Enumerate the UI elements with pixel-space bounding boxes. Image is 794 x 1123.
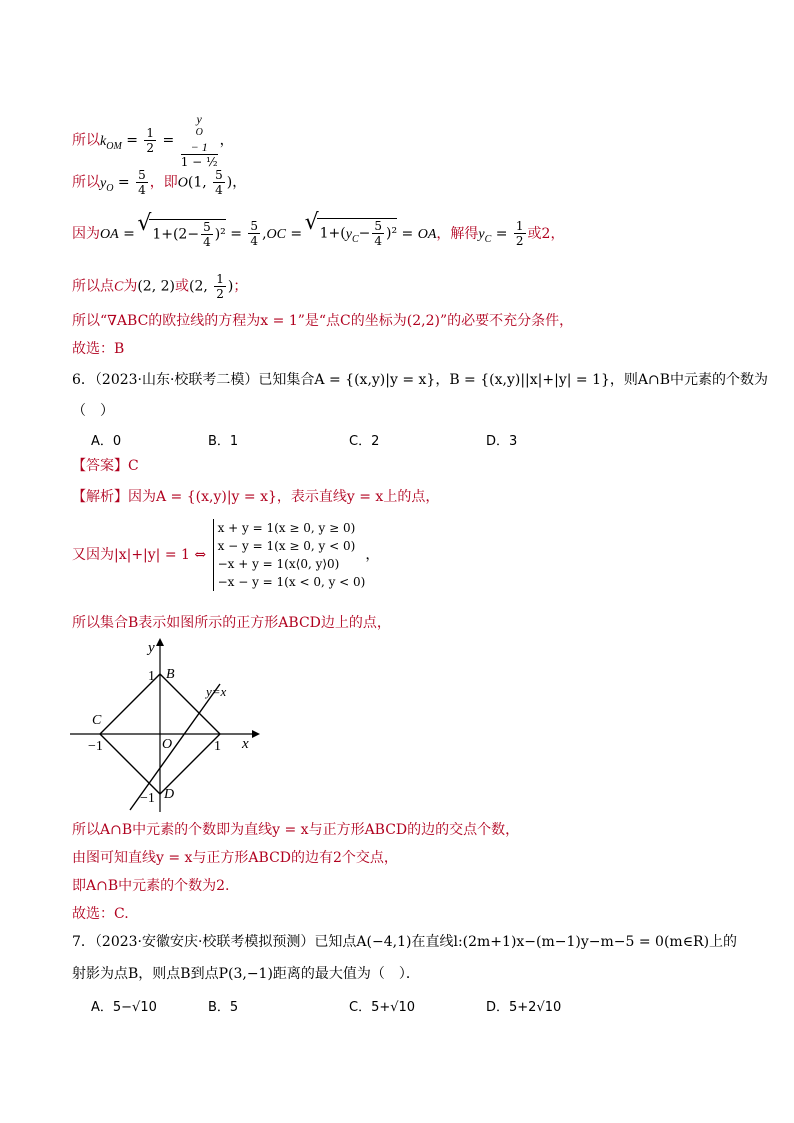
q6-stem: 6．（2023·山东·校联考二模）已知集合A = {(x,y)|y = x}，B = {(x,y)||x|+|y| = 1}，则A∩B中元素的个数为	[72, 372, 769, 388]
analysis-text-1: 因为A = {(x,y)|y = x}，表示直线y = x上的点，	[128, 489, 440, 505]
analysis-text-2: 又因为|x|+|y| = 1 ⇔	[72, 547, 207, 563]
q6-answer	[72, 456, 139, 476]
answer-tag: 【答案】	[72, 458, 128, 474]
q7-option-a: A．5−√10	[91, 1000, 157, 1015]
solution-line-6: 故选：B	[72, 341, 125, 357]
q7-option-d: D．5+2√10	[486, 1000, 562, 1015]
cases-bracket	[213, 519, 366, 591]
label-c: C	[92, 713, 102, 728]
q6-option-a: A．0	[91, 434, 122, 449]
analysis-tag: 【解析】	[72, 489, 128, 505]
label-d: D	[164, 787, 175, 802]
q6-analysis-6: 即A∩B中元素的个数为2.	[72, 878, 230, 894]
label-neg1-left: −1	[88, 739, 103, 754]
label-o: O	[162, 737, 173, 752]
case-4: −x − y = 1(x < 0, y < 0)	[217, 575, 366, 589]
solution-line-3: 因为OA = √ 1+(2− $\frac{5}{4}$ )² = $\frac{5}{4}$ ,OC = √ $1+(y_C-$ $\frac{5}{4}$ )² = OA，解得$y_C$ = $\frac{1}{2}$ 或2，	[72, 218, 564, 250]
q6-analysis-3: 所以集合B表示如图所示的正方形ABCD边上的点，	[72, 615, 391, 631]
q7-option-b: B．5	[208, 1000, 239, 1015]
q6-analysis-5: 由图可知直线y = x与正方形ABCD的边有2个交点，	[72, 850, 398, 866]
q6-option-c: C．2	[349, 434, 380, 449]
label-b: B	[166, 667, 175, 682]
case-1: x + y = 1(x ≥ 0, y ≥ 0)	[217, 521, 356, 535]
case-2: x − y = 1(x ≥ 0, y < 0)	[217, 539, 356, 553]
q6-analysis-1	[72, 487, 439, 507]
solution-line-1: 所以$k_{OM}$ = $\frac{1}{2}$ = y O − 1 1 − ½ ，	[72, 112, 234, 169]
q6-paren: （ ）	[72, 403, 114, 419]
case-3: −x + y = 1(x⟨0, y⟩0)	[217, 557, 340, 571]
label-neg1-bottom: −1	[140, 791, 155, 806]
label-y: y	[148, 640, 155, 656]
label-one-right: 1	[214, 739, 221, 754]
q6-analysis-7: 故选：C.	[72, 906, 129, 922]
x-axis-arrow	[252, 730, 260, 738]
label-one-top: 1	[148, 669, 155, 684]
q6-analysis-2: 又因为|x|+|y| = 1 ⇔ x + y = 1(x ≥ 0, y ≥ 0) x − y = 1(x ≥ 0, y < 0) −x + y = 1(x⟨0, y⟩0) −x − y = 1(x < 0, y < 0) ，	[72, 521, 380, 589]
solution-line-2: 所以$y_O$ = $\frac{5}{4}$ ，即O(1, $\frac{5}{4}$ )，	[72, 168, 247, 197]
q7-stem-2: 射影为点B，则点B到点P(3,−1)距离的最大值为（ ）．	[72, 966, 420, 982]
square-figure	[70, 636, 260, 812]
q6-option-b: B．1	[208, 434, 239, 449]
solution-line-5: 所以“∇ABC的欧拉线的方程为x = 1”是“点C的坐标为(2,2)”的必要不充分条件，	[72, 313, 574, 329]
label-line: y=x	[206, 684, 227, 699]
q6-option-d: D．3	[486, 434, 518, 449]
q6-analysis-4: 所以A∩B中元素的个数即为直线y = x与正方形ABCD的边的交点个数，	[72, 822, 520, 838]
y-axis-arrow	[156, 638, 164, 646]
solution-line-4: 所以点C为(2, 2)或(2, $\frac{1}{2}$ )；	[72, 272, 248, 301]
q7-option-c: C．5+√10	[349, 1000, 416, 1015]
label-x: x	[242, 736, 249, 752]
answer-value: C	[128, 458, 139, 474]
q7-stem-1: 7．（2023·安徽安庆·校联考模拟预测）已知点A(−4,1)在直线l:(2m+1)x−(m−1)y−m−5 = 0(m∈R)上的	[72, 934, 738, 950]
